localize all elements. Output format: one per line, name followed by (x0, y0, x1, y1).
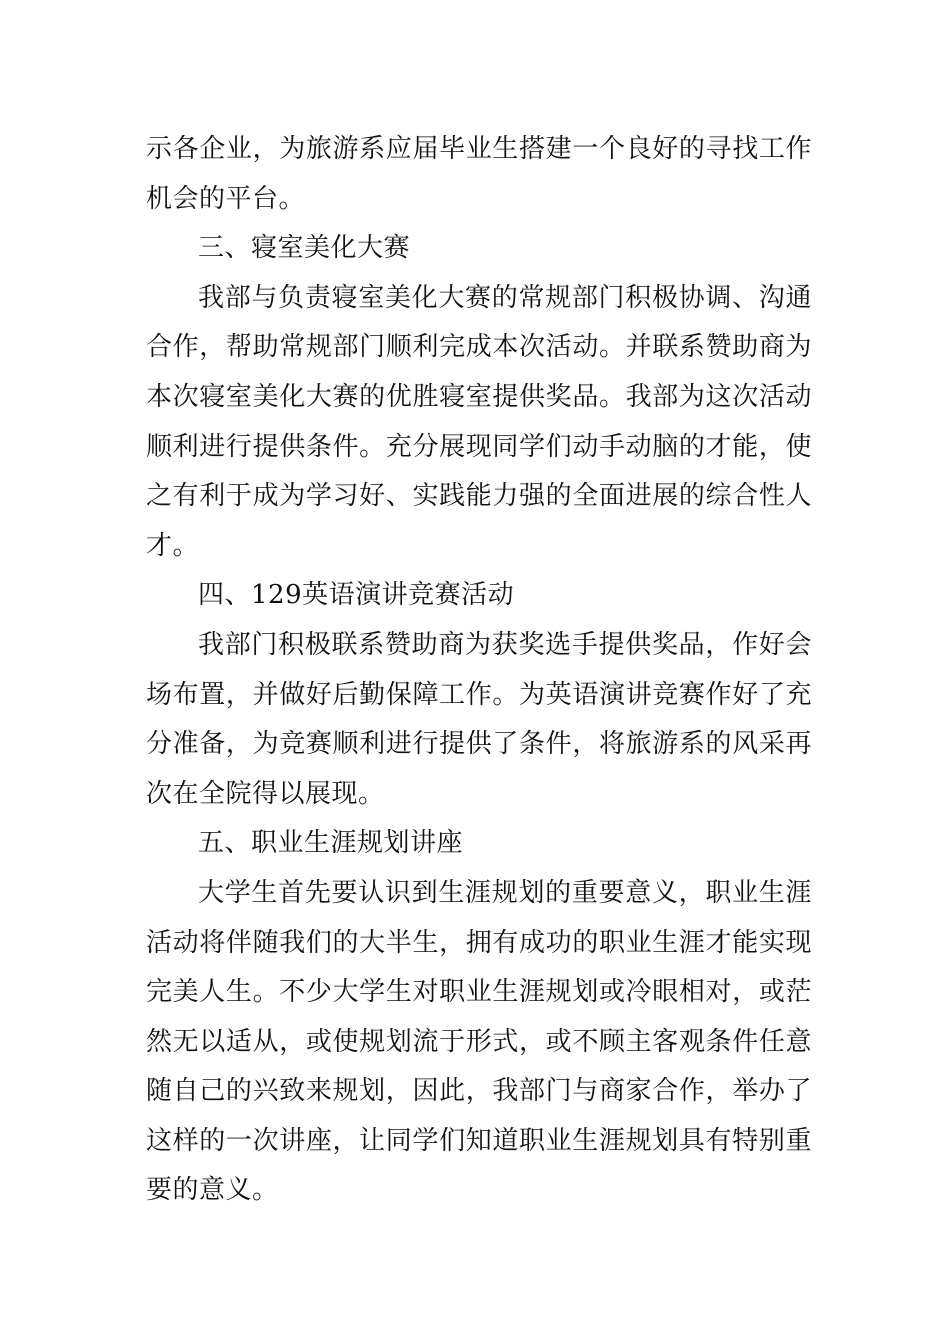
paragraph-continued: 示各企业，为旅游系应届毕业生搭建一个良好的寻找工作机会的平台。 (146, 134, 812, 214)
section-heading-english-speech: 四、129英语演讲竞赛活动 (198, 580, 515, 611)
paragraph-career-lecture: 大学生首先要认识到生涯规划的重要意义，职业生涯活动将伴随我们的大半生，拥有成功的职业生涯才能实现完美人生。不少大学生对职业生涯规划或冷眼相对，或茫然无以适从，或使规划流于形式，或不顾主客观条件任意随自己的兴致来规划，因此，我部门与商家合作，举办了这样的一次讲座，让同学们知道职业生涯规划具有特别重要的意义。 (146, 877, 812, 1206)
section-heading-dorm-contest: 三、寝室美化大赛 (198, 233, 411, 264)
document-body (146, 125, 812, 1216)
section-heading-career-lecture: 五、职业生涯规划讲座 (198, 828, 464, 859)
paragraph-english-speech: 我部门积极联系赞助商为获奖选手提供奖品，作好会场布置，并做好后勤保障工作。为英语演讲竞赛作好了充分准备，为竞赛顺利进行提供了条件，将旅游系的风采再次在全院得以展现。 (146, 629, 812, 809)
paragraph-dorm-contest: 我部与负责寝室美化大赛的常规部门积极协调、沟通合作，帮助常规部门顺利完成本次活动。并联系赞助商为本次寝室美化大赛的优胜寝室提供奖品。我部为这次活动顺利进行提供条件。充分展现同学们动手动脑的才能，使之有利于成为学习好、实践能力强的全面进展的综合性人才。 (146, 282, 812, 561)
